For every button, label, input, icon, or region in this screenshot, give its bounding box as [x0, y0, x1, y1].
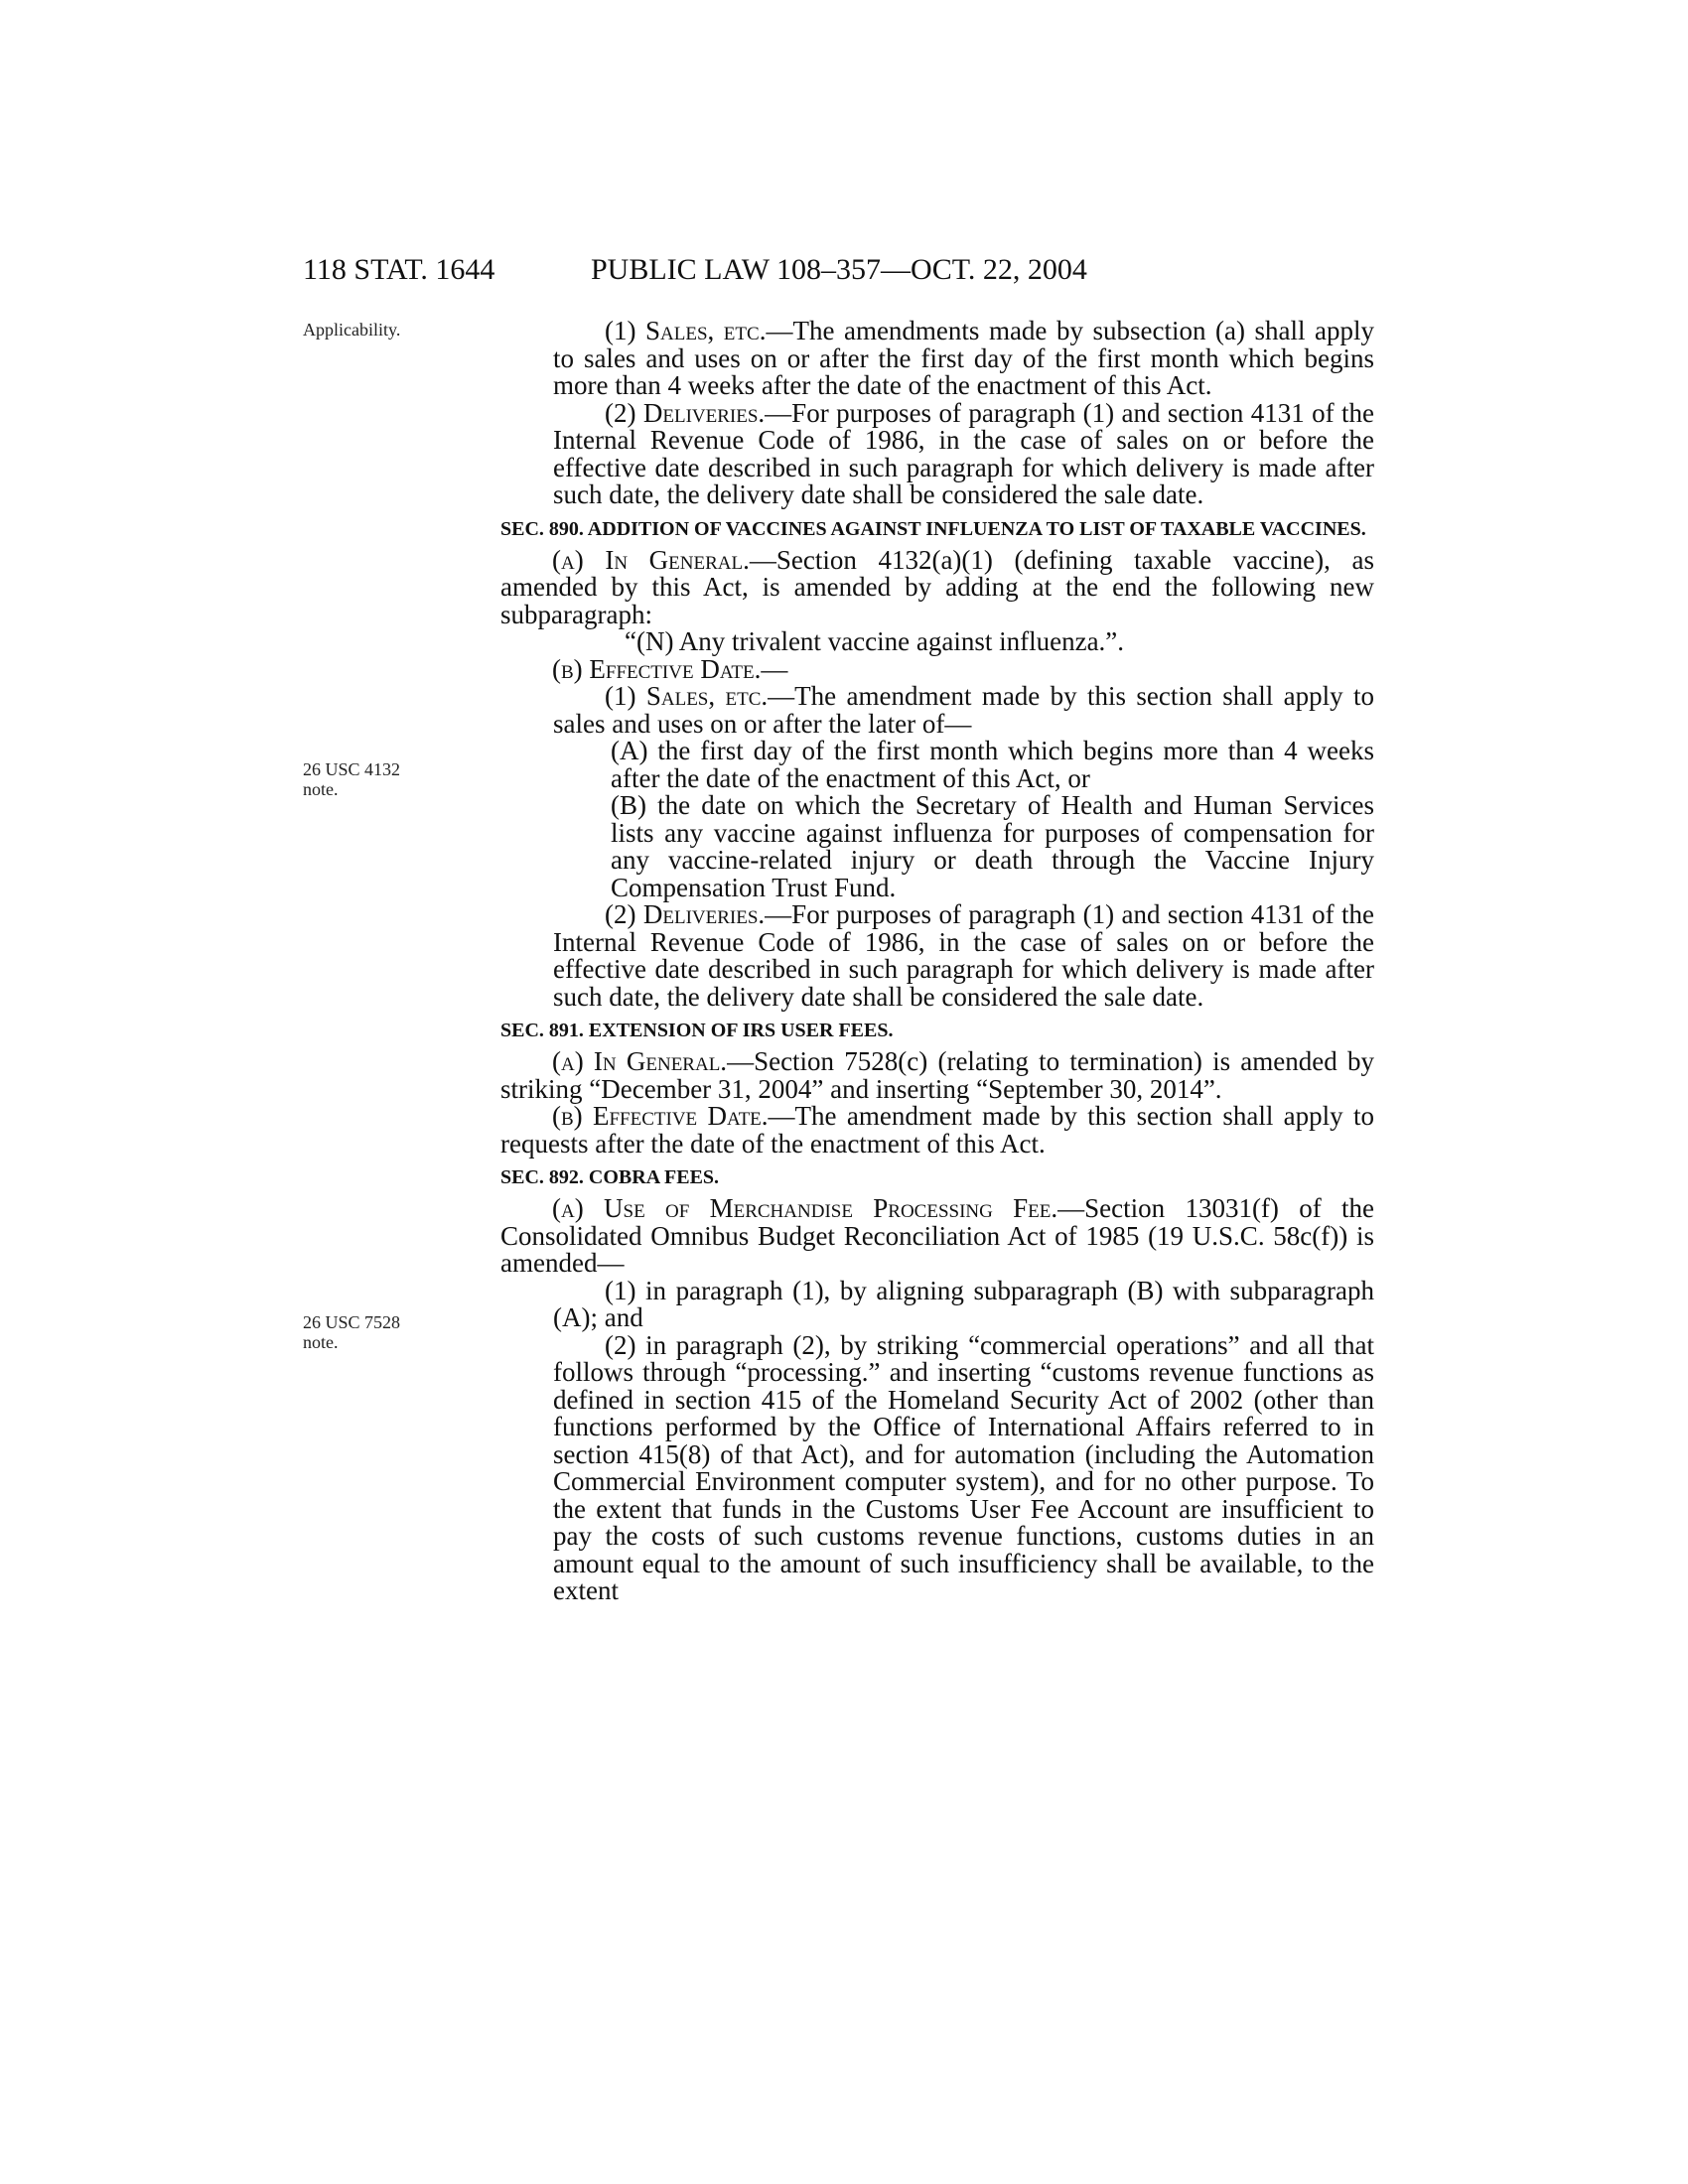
- paragraph-1-sales: [500, 318, 1374, 400]
- paragraph-label: (a) Use of Merchandise Processing Fee.: [552, 1193, 1058, 1223]
- section-heading-890: SEC. 890. ADDITION OF VACCINES AGAINST INFLUENZA TO LIST OF TAXABLE VACCINES.: [500, 517, 1366, 540]
- section-heading-892: SEC. 892. COBRA FEES.: [500, 1166, 720, 1188]
- paragraph-text: —Section 4132(a)(1) (defining taxable vaccine), as amended by this Act, is amended by adding at the end the following new subparagraph:: [500, 544, 1374, 629]
- document-body: [500, 318, 1374, 1605]
- sec892-paragraph-1: (1) in paragraph (1), by aligning subparagraph (B) with subparagraph (A); and: [553, 1275, 1374, 1332]
- law-title: PUBLIC LAW 108–357—OCT. 22, 2004: [591, 253, 1087, 286]
- paragraph-label: (a) In General.: [552, 1046, 728, 1076]
- sec890-subparagraph-A: [500, 738, 1374, 792]
- margin-note-line: note.: [303, 1332, 339, 1352]
- paragraph-text: —Section 7528(c) (relating to termination) is amended by striking “December 31, 2004” and inserting “September 30, 2014”.: [500, 1046, 1374, 1104]
- margin-note-usc-7528: [303, 1312, 462, 1352]
- paragraph-text: —The amendment made by this section shall apply to requests after the date of the enactment of this Act.: [500, 1101, 1374, 1159]
- margin-note-line: note.: [303, 779, 339, 799]
- paragraph-text: (A) the first day of the first month which begins more than 4 weeks after the date of the enactment of this Act, or: [611, 736, 1374, 793]
- sec890-subparagraph-B: (B) the date on which the Secretary of Health and Human Services lists any vaccine against influenza for purposes of compensation for any vaccine-related injury or death through the Vaccine Injury Compensation Trust Fund.: [611, 790, 1374, 902]
- margin-note-applicability: Applicability.: [303, 320, 401, 340]
- stat-page-number: 118 STAT. 1644: [303, 253, 495, 286]
- page-header: [303, 250, 1375, 290]
- paragraph-text: —For purposes of paragraph (1) and section 4131 of the Internal Revenue Code of 1986, in the case of sales on or before the effective date described in such paragraph for which delivery is made after such date, the delivery date shall be considered the sale date.: [553, 899, 1375, 1012]
- paragraph-label: (b) Effective Date.: [552, 653, 762, 684]
- sec891-subsection-a: [500, 1048, 1374, 1103]
- paragraph-text: —Section 13031(f) of the Consolidated Omnibus Budget Reconciliation Act of 1985 (19 U.S.C. 58c(f)) is amended—: [500, 1193, 1375, 1278]
- paragraph-label: (2) Deliveries.: [605, 397, 766, 428]
- paragraph-2-deliveries: [500, 397, 1375, 509]
- margin-note-usc-4132: [303, 759, 462, 799]
- sec890-b-paragraph-1: [500, 683, 1374, 738]
- sec892-paragraph-2: (2) in paragraph (2), by striking “commercial operations” and all that follows through “processing.” and inserting “customs revenue functions as defined in section 415 of the Homeland Security Act of 2002 (other than functions performed by the Office of International Affairs referred to in section 415(8) of that Act), and for automation (including the Automation Commercial Environment computer system), and for no other purpose. To the extent that funds in the Customs User Fee Account are insufficient to pay the costs of such customs revenue functions, customs duties in an amount equal to the amount of such insufficiency shall be available, to the extent: [553, 1329, 1374, 1605]
- sec892-subsection-a: [500, 1195, 1374, 1278]
- sec890-b-paragraph-2: [500, 901, 1374, 1011]
- margin-note-line: 26 USC 7528: [303, 1312, 401, 1332]
- paragraph-text: —: [761, 653, 788, 684]
- paragraph-label: (a) In General.: [552, 544, 750, 575]
- paragraph-text: —For purposes of paragraph (1) and section 4131 of the Internal Revenue Code of 1986, in the case of sales on or before the effective date described in such paragraph for which delivery is made after such date, the delivery date shall be considered the sale date.: [553, 397, 1375, 509]
- margin-note-line: 26 USC 4132: [303, 759, 401, 779]
- sec890-quoted-subparagraph: “(N) Any trivalent vaccine against influenza.”.: [625, 626, 1125, 656]
- paragraph-label: (1) Sales, etc.: [605, 681, 769, 711]
- paragraph-text: —The amendments made by subsection (a) shall apply to sales and uses on or after the first day of the first month which begins more than 4 weeks after the date of the enactment of this Act.: [553, 316, 1375, 400]
- section-heading-891: SEC. 891. EXTENSION OF IRS USER FEES.: [500, 1020, 894, 1041]
- sec890-subsection-b: [500, 653, 1374, 684]
- sec891-subsection-b: [500, 1103, 1374, 1158]
- paragraph-label: (b) Effective Date.: [552, 1101, 769, 1131]
- paragraph-label: (2) Deliveries.: [605, 899, 766, 929]
- paragraph-label: (1) Sales, etc.: [605, 316, 767, 345]
- sec890-subsection-a: [500, 544, 1374, 629]
- paragraph-text: —The amendment made by this section shall apply to sales and uses on or after the later of—: [553, 681, 1374, 739]
